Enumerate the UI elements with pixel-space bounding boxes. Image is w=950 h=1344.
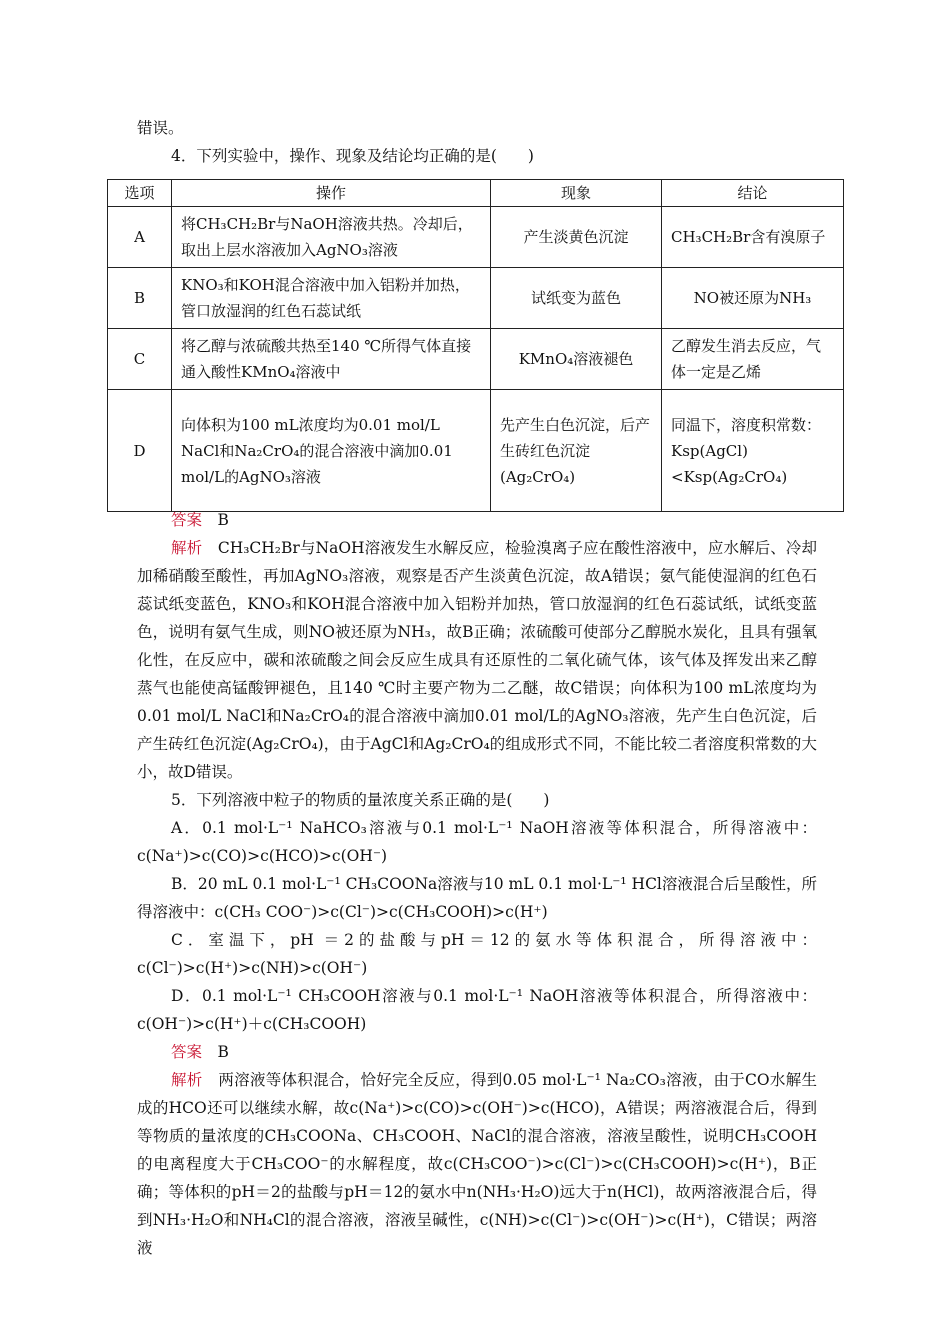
row-option: A [108, 207, 172, 268]
table-row [108, 390, 844, 512]
analysis-label: 解析 [171, 1071, 203, 1089]
document-body [137, 506, 817, 1262]
row-phenomenon: KMnO₄溶液褪色 [491, 329, 662, 390]
analysis-label: 解析 [171, 539, 203, 557]
row-conclusion: NO被还原为NH₃ [662, 268, 844, 329]
row-phenomenon: 产生淡黄色沉淀 [491, 207, 662, 268]
q4-table [107, 179, 844, 512]
table-row [108, 207, 844, 268]
answer-label: 答案 [171, 1043, 203, 1061]
q5-option-d: D．0.1 mol·L⁻¹ CH₃COOH溶液与0.1 mol·L⁻¹ NaOH溶液等体积混合，所得溶液中：c(OH⁻)>c(H⁺)＋c(CH₃COOH) [137, 987, 817, 1033]
row-phenomenon: 先产生白色沉淀，后产生砖红色沉淀(Ag₂CrO₄) [491, 390, 662, 512]
q5-answer [137, 1038, 817, 1066]
row-conclusion: 乙醇发生消去反应，气体一定是乙烯 [662, 329, 844, 390]
answer-value: B [217, 511, 229, 529]
header-conclusion: 结论 [662, 180, 844, 207]
q5-stem: 5．下列溶液中粒子的物质的量浓度关系正确的是( ) [171, 791, 550, 809]
q4-stem: 4．下列实验中，操作、现象及结论均正确的是( ) [171, 147, 534, 165]
q5-option-a: A．0.1 mol·L⁻¹ NaHCO₃溶液与0.1 mol·L⁻¹ NaOH溶液等体积混合，所得溶液中：c(Na⁺)>c(CO)>c(HCO)>c(OH⁻) [137, 819, 817, 865]
document-page [137, 114, 817, 170]
row-phenomenon: 试纸变为蓝色 [491, 268, 662, 329]
row-operation: KNO₃和KOH混合溶液中加入铝粉并加热，管口放湿润的红色石蕊试纸 [172, 268, 491, 329]
table-header-row [108, 180, 844, 207]
header-option: 选项 [108, 180, 172, 207]
q4-analysis [137, 534, 817, 786]
q5-option-b: B．20 mL 0.1 mol·L⁻¹ CH₃COONa溶液与10 mL 0.1 mol·L⁻¹ HCl溶液混合后呈酸性，所得溶液中：c(CH₃ COO⁻)>c(Cl⁻)>c(CH₃COOH)>c(H⁺) [137, 875, 817, 921]
row-conclusion: CH₃CH₂Br含有溴原子 [662, 207, 844, 268]
table-row [108, 268, 844, 329]
analysis-text: CH₃CH₂Br与NaOH溶液发生水解反应，检验溴离子应在酸性溶液中，应水解后、冷却加稀硝酸至酸性，再加AgNO₃溶液，观察是否产生淡黄色沉淀，故A错误；氨气能使湿润的红色石蕊试纸变蓝色，KNO₃和KOH混合溶液中加入铝粉并加热，管口放湿润的红色石蕊试纸，试纸变蓝色，说明有氨气生成，则NO被还原为NH₃，故B正确；浓硫酸可使部分乙醇脱水炭化，且具有强氧化性，在反应中，碳和浓硫酸之间会反应生成具有还原性的二氧化硫气体，该气体及挥发出来乙醇蒸气也能使高锰酸钾褪色，且140 ℃时主要产物为二乙醚，故C错误；向体积为100 mL浓度均为0.01 mol/L NaCl和Na₂CrO₄的混合溶液中滴加0.01 mol/L的AgNO₃溶液，先产生白色沉淀，后产生砖红色沉淀(Ag₂CrO₄)，由于AgCl和Ag₂CrO₄的组成形式不同，不能比较二者溶度积常数的大小，故D错误。 [137, 539, 817, 781]
answer-label: 答案 [171, 511, 203, 529]
row-operation: 将CH₃CH₂Br与NaOH溶液共热。冷却后，取出上层水溶液加入AgNO₃溶液 [172, 207, 491, 268]
q5-option-c: C．室温下，pH ＝2的盐酸与pH＝12的氨水等体积混合，所得溶液中：c(Cl⁻)>c(H⁺)>c(NH)>c(OH⁻) [137, 931, 817, 977]
row-conclusion: 同温下，溶度积常数：Ksp(AgCl)<Ksp(Ag₂CrO₄) [662, 390, 844, 512]
q5-analysis [137, 1066, 817, 1262]
row-option: B [108, 268, 172, 329]
header-operation: 操作 [172, 180, 491, 207]
row-operation: 将乙醇与浓硫酸共热至140 ℃所得气体直接通入酸性KMnO₄溶液中 [172, 329, 491, 390]
table-row [108, 329, 844, 390]
row-option: C [108, 329, 172, 390]
answer-value: B [217, 1043, 229, 1061]
intro-tail: 错误。 [137, 119, 184, 137]
header-phenomenon: 现象 [491, 180, 662, 207]
row-operation: 向体积为100 mL浓度均为0.01 mol/L NaCl和Na₂CrO₄的混合溶液中滴加0.01 mol/L的AgNO₃溶液 [172, 390, 491, 512]
q4-answer [137, 506, 817, 534]
analysis-text: 两溶液等体积混合，恰好完全反应，得到0.05 mol·L⁻¹ Na₂CO₃溶液，由于CO水解生成的HCO还可以继续水解，故c(Na⁺)>c(CO)>c(OH⁻)>c(HCO)，A错误；两溶液混合后，得到等物质的量浓度的CH₃COONa、CH₃COOH、NaCl的混合溶液，溶液呈酸性，说明CH₃COOH的电离程度大于CH₃COO⁻的水解程度，故c(CH₃COO⁻)>c(Cl⁻)>c(CH₃COOH)>c(H⁺)，B正确；等体积的pH＝2的盐酸与pH＝12的氨水中n(NH₃·H₂O)远大于n(HCl)，故两溶液混合后，得到NH₃·H₂O和NH₄Cl的混合溶液，溶液呈碱性，c(NH)>c(Cl⁻)>c(OH⁻)>c(H⁺)，C错误；两溶液 [137, 1071, 817, 1257]
row-option: D [108, 390, 172, 512]
